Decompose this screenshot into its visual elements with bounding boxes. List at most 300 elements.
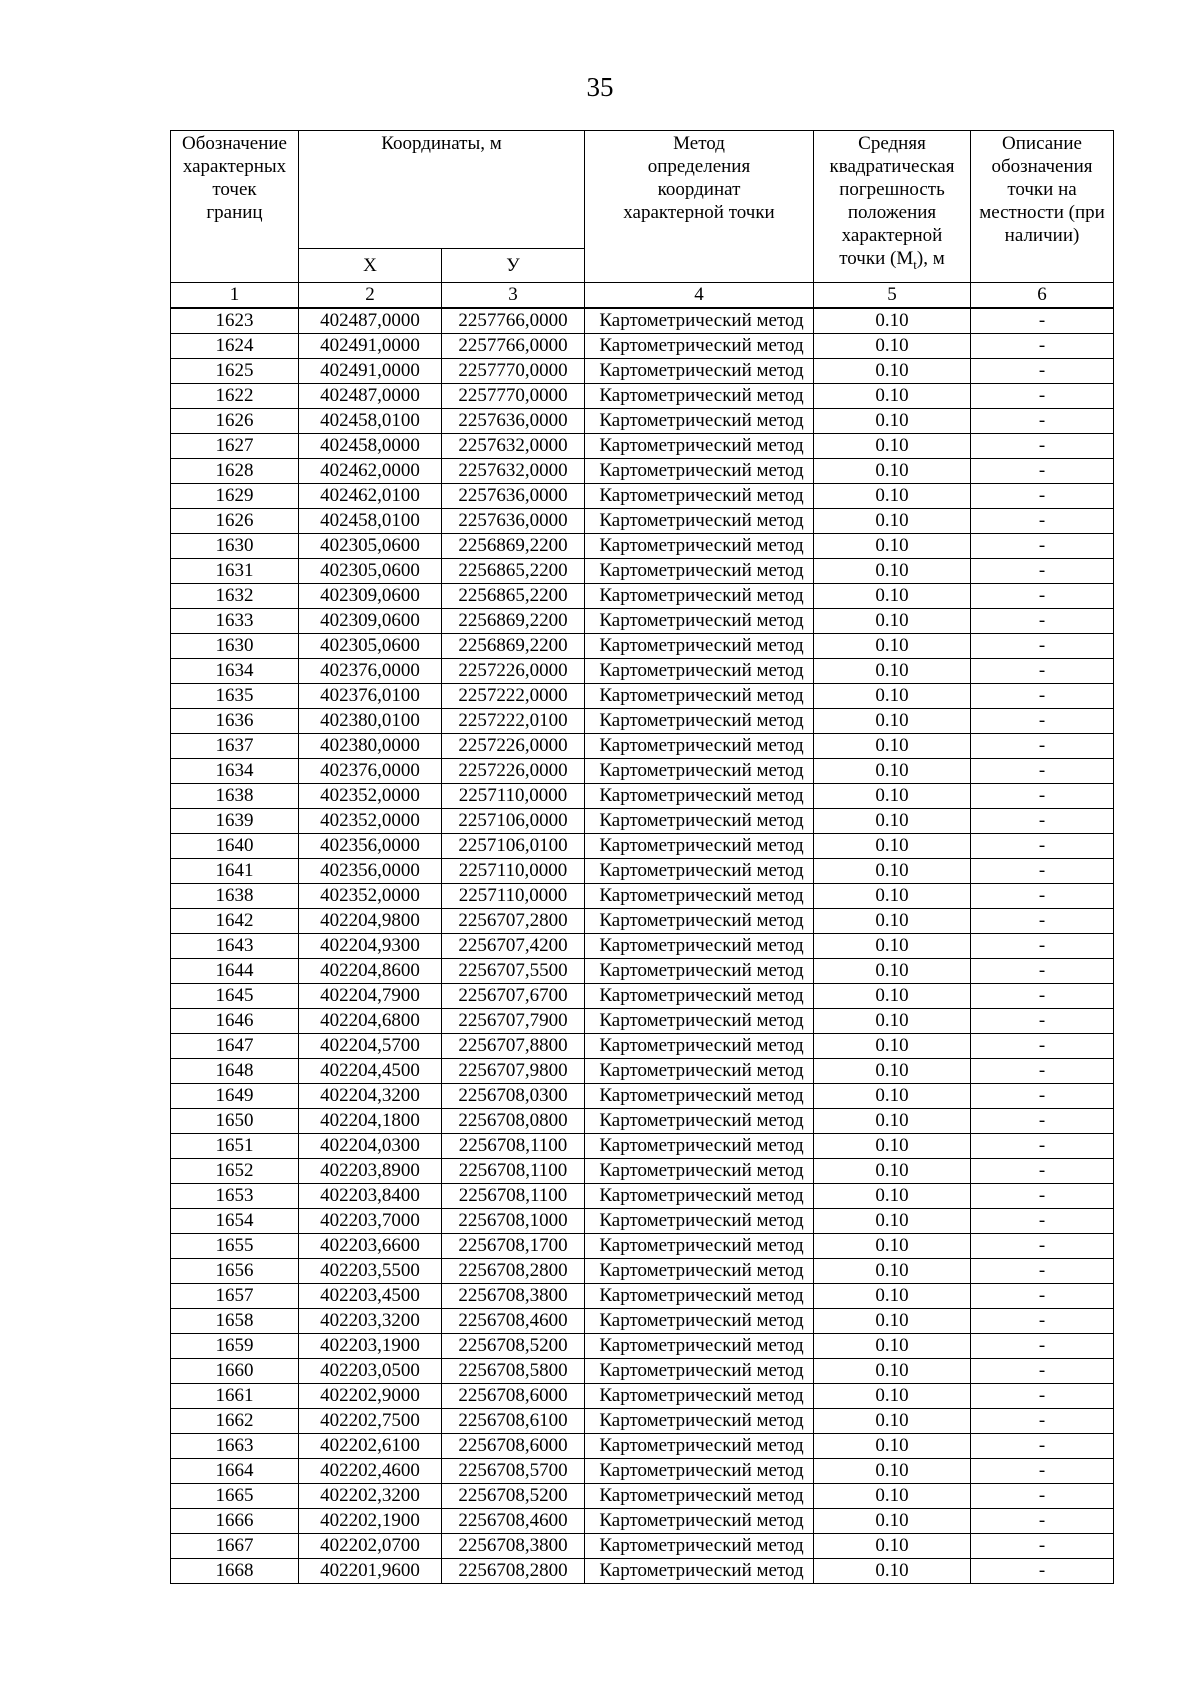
y-coordinate-cell: 2256708,3800 [442,1284,585,1309]
point-id-cell: 1645 [171,984,299,1009]
table-row [171,1209,1114,1234]
error-cell: 0.10 [814,759,971,784]
description-cell: - [971,1409,1114,1434]
error-cell: 0.10 [814,1109,971,1134]
table-row [171,884,1114,909]
x-coordinate-cell: 402309,0600 [299,609,442,634]
point-id-cell: 1643 [171,934,299,959]
y-coordinate-cell: 2256708,6100 [442,1409,585,1434]
error-cell: 0.10 [814,459,971,484]
x-coordinate-cell: 402204,1800 [299,1109,442,1134]
description-cell: - [971,1284,1114,1309]
y-coordinate-cell: 2257110,0000 [442,784,585,809]
table-row [171,459,1114,484]
x-coordinate-cell: 402487,0000 [299,384,442,409]
description-cell: - [971,1309,1114,1334]
error-cell: 0.10 [814,1459,971,1484]
y-coordinate-cell: 2256708,1100 [442,1134,585,1159]
x-coordinate-cell: 402204,6800 [299,1009,442,1034]
table-row [171,359,1114,384]
description-cell: - [971,809,1114,834]
error-cell: 0.10 [814,1034,971,1059]
point-id-cell: 1654 [171,1209,299,1234]
y-coordinate-cell: 2256708,0800 [442,1109,585,1134]
x-coordinate-cell: 402305,0600 [299,634,442,659]
method-cell: Картометрический метод [585,709,814,734]
point-id-cell: 1631 [171,559,299,584]
table-row [171,1384,1114,1409]
description-cell: - [971,1484,1114,1509]
y-coordinate-cell: 2256708,2800 [442,1559,585,1584]
description-cell: - [971,1509,1114,1534]
error-cell: 0.10 [814,1534,971,1559]
table-row [171,1434,1114,1459]
point-id-cell: 1650 [171,1109,299,1134]
y-coordinate-cell: 2256865,2200 [442,559,585,584]
method-cell: Картометрический метод [585,484,814,509]
point-id-cell: 1655 [171,1234,299,1259]
x-coordinate-cell: 402203,0500 [299,1359,442,1384]
error-cell: 0.10 [814,1084,971,1109]
y-coordinate-cell: 2257766,0000 [442,334,585,359]
error-cell: 0.10 [814,984,971,1009]
point-id-cell: 1626 [171,409,299,434]
table-row [171,684,1114,709]
description-cell: - [971,434,1114,459]
y-coordinate-cell: 2256869,2200 [442,534,585,559]
method-cell: Картометрический метод [585,584,814,609]
table-row [171,1084,1114,1109]
x-coordinate-cell: 402458,0100 [299,509,442,534]
table-row [171,1284,1114,1309]
point-id-cell: 1648 [171,1059,299,1084]
description-cell: - [971,509,1114,534]
table-row [171,1184,1114,1209]
y-coordinate-cell: 2256708,5200 [442,1334,585,1359]
x-coordinate-cell: 402376,0000 [299,659,442,684]
table-body [171,308,1114,1584]
description-cell: - [971,1459,1114,1484]
method-cell: Картометрический метод [585,1459,814,1484]
error-cell: 0.10 [814,1559,971,1584]
y-coordinate-cell: 2256865,2200 [442,584,585,609]
method-cell: Картометрический метод [585,359,814,384]
error-cell: 0.10 [814,509,971,534]
description-cell: - [971,1084,1114,1109]
y-coordinate-cell: 2256708,1700 [442,1234,585,1259]
table-row [171,1309,1114,1334]
point-id-cell: 1666 [171,1509,299,1534]
description-cell: - [971,1259,1114,1284]
point-id-cell: 1660 [171,1359,299,1384]
y-coordinate-cell: 2256708,5800 [442,1359,585,1384]
method-cell: Картометрический метод [585,1184,814,1209]
y-coordinate-cell: 2257770,0000 [442,359,585,384]
point-id-cell: 1651 [171,1134,299,1159]
table-row [171,784,1114,809]
header-y: У [442,249,585,283]
y-coordinate-cell: 2256708,1100 [442,1184,585,1209]
point-id-cell: 1625 [171,359,299,384]
description-cell: - [971,1559,1114,1584]
method-cell: Картометрический метод [585,809,814,834]
y-coordinate-cell: 2257770,0000 [442,384,585,409]
table-row [171,1134,1114,1159]
x-coordinate-cell: 402202,0700 [299,1534,442,1559]
point-id-cell: 1644 [171,959,299,984]
point-id-cell: 1640 [171,834,299,859]
y-coordinate-cell: 2256707,6700 [442,984,585,1009]
error-cell: 0.10 [814,1134,971,1159]
point-id-cell: 1627 [171,434,299,459]
error-cell: 0.10 [814,434,971,459]
method-cell: Картометрический метод [585,1009,814,1034]
x-coordinate-cell: 402380,0000 [299,734,442,759]
method-cell: Картометрический метод [585,384,814,409]
x-coordinate-cell: 402305,0600 [299,534,442,559]
point-id-cell: 1667 [171,1534,299,1559]
point-id-cell: 1668 [171,1559,299,1584]
table-row [171,584,1114,609]
point-id-cell: 1664 [171,1459,299,1484]
error-cell: 0.10 [814,934,971,959]
error-cell: 0.10 [814,784,971,809]
error-cell: 0.10 [814,959,971,984]
method-cell: Картометрический метод [585,1334,814,1359]
error-cell: 0.10 [814,559,971,584]
table-row [171,1559,1114,1584]
table-row [171,634,1114,659]
description-cell: - [971,1059,1114,1084]
method-cell: Картометрический метод [585,434,814,459]
x-coordinate-cell: 402204,3200 [299,1084,442,1109]
header-method: Метод определения координат характерной точки [585,131,814,283]
table-row [171,1509,1114,1534]
method-cell: Картометрический метод [585,934,814,959]
point-id-cell: 1659 [171,1334,299,1359]
description-cell: - [971,784,1114,809]
description-cell: - [971,1384,1114,1409]
column-number: 3 [442,283,585,309]
error-cell: 0.10 [814,909,971,934]
error-cell: 0.10 [814,484,971,509]
table-row [171,709,1114,734]
table-row [171,1334,1114,1359]
column-number: 5 [814,283,971,309]
method-cell: Картометрический метод [585,1059,814,1084]
y-coordinate-cell: 2256869,2200 [442,634,585,659]
point-id-cell: 1639 [171,809,299,834]
error-cell: 0.10 [814,584,971,609]
table-row [171,1459,1114,1484]
error-cell: 0.10 [814,1484,971,1509]
y-coordinate-cell: 2257636,0000 [442,409,585,434]
header-description: Описание обозначения точки на местности (при наличии) [971,131,1114,283]
error-cell: 0.10 [814,334,971,359]
y-coordinate-cell: 2256707,9800 [442,1059,585,1084]
table-row [171,1034,1114,1059]
x-coordinate-cell: 402380,0100 [299,709,442,734]
error-cell: 0.10 [814,534,971,559]
method-cell: Картометрический метод [585,884,814,909]
x-coordinate-cell: 402352,0000 [299,784,442,809]
x-coordinate-cell: 402202,9000 [299,1384,442,1409]
x-coordinate-cell: 402203,3200 [299,1309,442,1334]
y-coordinate-cell: 2256708,6000 [442,1434,585,1459]
method-cell: Картометрический метод [585,1134,814,1159]
table-row [171,1109,1114,1134]
x-coordinate-cell: 402204,4500 [299,1059,442,1084]
error-cell: 0.10 [814,609,971,634]
point-id-cell: 1623 [171,308,299,334]
point-id-cell: 1658 [171,1309,299,1334]
y-coordinate-cell: 2257632,0000 [442,459,585,484]
method-cell: Картометрический метод [585,559,814,584]
description-cell: - [971,959,1114,984]
error-cell: 0.10 [814,1384,971,1409]
page-number: 35 [586,72,614,102]
x-coordinate-cell: 402202,4600 [299,1459,442,1484]
error-cell: 0.10 [814,1159,971,1184]
description-cell: - [971,1234,1114,1259]
header-coordinates: Координаты, м [299,131,585,249]
description-cell: - [971,684,1114,709]
method-cell: Картометрический метод [585,959,814,984]
description-cell: - [971,634,1114,659]
method-cell: Картометрический метод [585,634,814,659]
y-coordinate-cell: 2257106,0100 [442,834,585,859]
description-cell: - [971,734,1114,759]
error-cell: 0.10 [814,1309,971,1334]
y-coordinate-cell: 2257226,0000 [442,734,585,759]
table-row [171,1009,1114,1034]
x-coordinate-cell: 402204,8600 [299,959,442,984]
point-id-cell: 1624 [171,334,299,359]
x-coordinate-cell: 402202,7500 [299,1409,442,1434]
error-cell: 0.10 [814,1259,971,1284]
table-row [171,909,1114,934]
error-cell: 0.10 [814,1234,971,1259]
table-row [171,959,1114,984]
description-cell: - [971,559,1114,584]
method-cell: Картометрический метод [585,609,814,634]
point-id-cell: 1633 [171,609,299,634]
x-coordinate-cell: 402491,0000 [299,334,442,359]
error-cell: 0.10 [814,1209,971,1234]
description-cell: - [971,984,1114,1009]
method-cell: Картометрический метод [585,1159,814,1184]
description-cell: - [971,1009,1114,1034]
method-cell: Картометрический метод [585,659,814,684]
table-row [171,759,1114,784]
error-cell: 0.10 [814,1059,971,1084]
error-cell: 0.10 [814,1284,971,1309]
method-cell: Картометрический метод [585,1309,814,1334]
table-row [171,1234,1114,1259]
description-cell: - [971,1159,1114,1184]
method-cell: Картометрический метод [585,734,814,759]
y-coordinate-cell: 2256708,3800 [442,1534,585,1559]
table-row [171,809,1114,834]
y-coordinate-cell: 2257110,0000 [442,859,585,884]
description-cell: - [971,1184,1114,1209]
y-coordinate-cell: 2256708,5700 [442,1459,585,1484]
method-cell: Картометрический метод [585,1259,814,1284]
point-id-cell: 1634 [171,759,299,784]
table-row [171,1484,1114,1509]
y-coordinate-cell: 2256708,6000 [442,1384,585,1409]
point-id-cell: 1630 [171,534,299,559]
table-row [171,659,1114,684]
table-row [171,1409,1114,1434]
error-cell: 0.10 [814,659,971,684]
table-row [171,609,1114,634]
description-cell: - [971,859,1114,884]
column-number: 1 [171,283,299,309]
method-cell: Картометрический метод [585,1559,814,1584]
description-cell: - [971,1359,1114,1384]
table-row [171,834,1114,859]
y-coordinate-cell: 2256707,4200 [442,934,585,959]
method-cell: Картометрический метод [585,1359,814,1384]
x-coordinate-cell: 402204,9800 [299,909,442,934]
point-id-cell: 1637 [171,734,299,759]
error-cell: 0.10 [814,809,971,834]
point-id-cell: 1647 [171,1034,299,1059]
error-cell: 0.10 [814,1359,971,1384]
x-coordinate-cell: 402204,9300 [299,934,442,959]
point-id-cell: 1641 [171,859,299,884]
point-id-cell: 1638 [171,884,299,909]
x-coordinate-cell: 402203,8900 [299,1159,442,1184]
y-coordinate-cell: 2256708,5200 [442,1484,585,1509]
method-cell: Картометрический метод [585,984,814,1009]
error-cell: 0.10 [814,384,971,409]
description-cell: - [971,1334,1114,1359]
x-coordinate-cell: 402202,6100 [299,1434,442,1459]
point-id-cell: 1629 [171,484,299,509]
error-cell: 0.10 [814,409,971,434]
header-x: Х [299,249,442,283]
x-coordinate-cell: 402203,7000 [299,1209,442,1234]
error-cell: 0.10 [814,1184,971,1209]
y-coordinate-cell: 2257226,0000 [442,759,585,784]
x-coordinate-cell: 402204,5700 [299,1034,442,1059]
description-cell: - [971,709,1114,734]
y-coordinate-cell: 2256708,4600 [442,1509,585,1534]
point-id-cell: 1630 [171,634,299,659]
x-coordinate-cell: 402203,4500 [299,1284,442,1309]
y-coordinate-cell: 2257636,0000 [442,484,585,509]
error-cell: 0.10 [814,634,971,659]
method-cell: Картометрический метод [585,308,814,334]
y-coordinate-cell: 2256869,2200 [442,609,585,634]
point-id-cell: 1646 [171,1009,299,1034]
point-id-cell: 1628 [171,459,299,484]
method-cell: Картометрический метод [585,534,814,559]
method-cell: Картометрический метод [585,784,814,809]
method-cell: Картометрический метод [585,1209,814,1234]
x-coordinate-cell: 402202,3200 [299,1484,442,1509]
description-cell: - [971,1134,1114,1159]
description-cell: - [971,759,1114,784]
error-cell: 0.10 [814,834,971,859]
table-row [171,859,1114,884]
y-coordinate-cell: 2256708,1000 [442,1209,585,1234]
y-coordinate-cell: 2257766,0000 [442,308,585,334]
point-id-cell: 1622 [171,384,299,409]
header-point-designation: Обозначение характерных точек границ [171,131,299,283]
x-coordinate-cell: 402376,0100 [299,684,442,709]
description-cell: - [971,334,1114,359]
x-coordinate-cell: 402356,0000 [299,834,442,859]
method-cell: Картометрический метод [585,1034,814,1059]
point-id-cell: 1636 [171,709,299,734]
x-coordinate-cell: 402462,0000 [299,459,442,484]
point-id-cell: 1657 [171,1284,299,1309]
description-cell: - [971,459,1114,484]
point-id-cell: 1665 [171,1484,299,1509]
method-cell: Картометрический метод [585,1109,814,1134]
y-coordinate-cell: 2256707,2800 [442,909,585,934]
description-cell: - [971,359,1114,384]
description-cell: - [971,308,1114,334]
x-coordinate-cell: 402376,0000 [299,759,442,784]
description-cell: - [971,609,1114,634]
description-cell: - [971,1109,1114,1134]
method-cell: Картометрический метод [585,759,814,784]
point-id-cell: 1663 [171,1434,299,1459]
error-cell: 0.10 [814,308,971,334]
coordinates-table [170,130,1114,1584]
method-cell: Картометрический метод [585,1484,814,1509]
description-cell: - [971,834,1114,859]
x-coordinate-cell: 402203,8400 [299,1184,442,1209]
y-coordinate-cell: 2257226,0000 [442,659,585,684]
x-coordinate-cell: 402458,0100 [299,409,442,434]
x-coordinate-cell: 402352,0000 [299,809,442,834]
table-row [171,534,1114,559]
description-cell: - [971,934,1114,959]
x-coordinate-cell: 402203,5500 [299,1259,442,1284]
method-cell: Картометрический метод [585,409,814,434]
y-coordinate-cell: 2257632,0000 [442,434,585,459]
table-row [171,984,1114,1009]
point-id-cell: 1626 [171,509,299,534]
point-id-cell: 1635 [171,684,299,709]
x-coordinate-cell: 402487,0000 [299,308,442,334]
description-cell: - [971,1534,1114,1559]
x-coordinate-cell: 402491,0000 [299,359,442,384]
y-coordinate-cell: 2256708,1100 [442,1159,585,1184]
method-cell: Картометрический метод [585,509,814,534]
point-id-cell: 1649 [171,1084,299,1109]
error-cell: 0.10 [814,359,971,384]
y-coordinate-cell: 2256708,2800 [442,1259,585,1284]
table-row [171,308,1114,334]
error-cell: 0.10 [814,1409,971,1434]
table-row [171,434,1114,459]
table-row [171,509,1114,534]
method-cell: Картометрический метод [585,1384,814,1409]
method-cell: Картометрический метод [585,684,814,709]
method-cell: Картометрический метод [585,909,814,934]
y-coordinate-cell: 2256708,0300 [442,1084,585,1109]
x-coordinate-cell: 402458,0000 [299,434,442,459]
method-cell: Картометрический метод [585,1534,814,1559]
y-coordinate-cell: 2257222,0100 [442,709,585,734]
x-coordinate-cell: 402203,6600 [299,1234,442,1259]
